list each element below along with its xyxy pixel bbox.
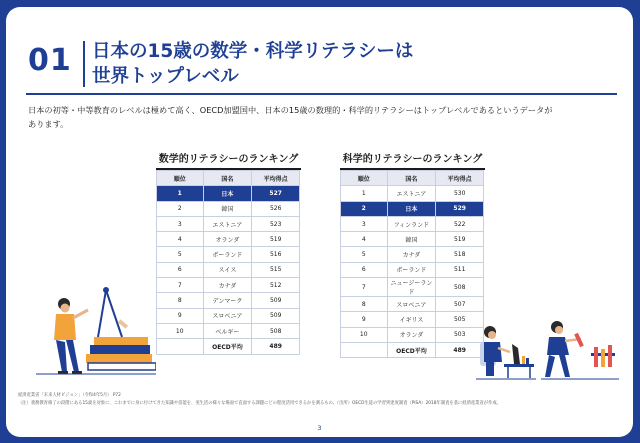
math-cell-score: 519: [252, 232, 300, 247]
math-table-row: [157, 201, 300, 216]
science-oecd-average-row: [341, 342, 484, 357]
math-cell-rank: 1: [157, 186, 204, 201]
math-cell-score: 523: [252, 216, 300, 231]
science-cell-blank: [341, 342, 388, 357]
science-cell-country: ポーランド: [387, 262, 436, 277]
header-rule: [26, 93, 617, 95]
math-cell-score: 526: [252, 201, 300, 216]
math-col-country: 国名: [203, 171, 252, 186]
math-table-row: [157, 186, 300, 201]
science-table-body: [341, 186, 484, 358]
science-cell-score: 511: [436, 262, 484, 277]
math-cell-rank: 8: [157, 293, 204, 308]
title-line-2: 世界トップレベル: [92, 66, 239, 87]
footnote-note: （注）義務教育修了の段階にある15歳を対象に、これまでに身に付けてきた知識や技能を、実生活の様々な場面で直面する課題にどの程度活用できるかを測るもの。（出所）OECD生徒の学習到達度調査（PISA）2018年調査を基に経済産業省が作成。: [18, 400, 501, 406]
math-cell-rank: 9: [157, 308, 204, 323]
science-table-row: [341, 327, 484, 342]
page: [6, 7, 633, 437]
math-col-rank: 順位: [157, 171, 204, 186]
math-table-row: [157, 293, 300, 308]
science-cell-rank: 9: [341, 312, 388, 327]
science-cell-rank: 10: [341, 327, 388, 342]
math-cell-country: オランダ: [203, 232, 252, 247]
scientist-with-microscope-illustration: [476, 322, 536, 380]
science-cell-rank: 7: [341, 278, 388, 297]
math-cell-country: ベルギー: [203, 323, 252, 338]
science-cell-score: 508: [436, 278, 484, 297]
math-table-row: [157, 262, 300, 277]
science-cell-country: カナダ: [387, 247, 436, 262]
math-cell-score: 508: [252, 323, 300, 338]
math-cell-rank: 7: [157, 278, 204, 293]
math-cell-score: 509: [252, 293, 300, 308]
science-cell-rank: 5: [341, 247, 388, 262]
science-table-caption: 科学的リテラシーのランキング: [340, 150, 485, 170]
science-cell-rank: 3: [341, 216, 388, 231]
math-table-row: [157, 232, 300, 247]
science-table-row: [341, 262, 484, 277]
math-cell-score: 509: [252, 308, 300, 323]
science-cell-rank: 4: [341, 232, 388, 247]
science-cell-country: エストニア: [387, 186, 436, 201]
math-header-row: [157, 171, 300, 186]
math-cell-country: 日本: [203, 186, 252, 201]
math-cell-blank: [157, 339, 204, 354]
math-ranking-table: [156, 170, 300, 355]
science-cell-score: 505: [436, 312, 484, 327]
science-table-row: [341, 297, 484, 312]
math-cell-score: 512: [252, 278, 300, 293]
science-cell-rank: 2: [341, 201, 388, 216]
math-table-body: [157, 186, 300, 354]
science-cell-score: 518: [436, 247, 484, 262]
science-cell-score: 519: [436, 232, 484, 247]
science-cell-score: 529: [436, 201, 484, 216]
science-table-row: [341, 216, 484, 231]
science-cell-rank: 8: [341, 297, 388, 312]
science-avg-label: OECD平均: [387, 342, 436, 357]
science-cell-score: 503: [436, 327, 484, 342]
math-cell-country: カナダ: [203, 278, 252, 293]
lead-line-2: あります。: [28, 119, 69, 129]
science-cell-country: イギリス: [387, 312, 436, 327]
science-cell-country: 日本: [387, 201, 436, 216]
science-avg-score: 489: [436, 342, 484, 357]
math-cell-rank: 10: [157, 323, 204, 338]
science-col-score: 平均得点: [436, 171, 484, 186]
math-table-row: [157, 323, 300, 338]
math-cell-country: ポーランド: [203, 247, 252, 262]
science-table-row: [341, 186, 484, 201]
science-cell-score: 530: [436, 186, 484, 201]
math-avg-label: OECD平均: [203, 339, 252, 354]
title-divider: [83, 41, 85, 87]
math-cell-country: エストニア: [203, 216, 252, 231]
math-table-row: [157, 216, 300, 231]
lead-paragraph: [28, 103, 618, 131]
student-with-compass-illustration: [36, 282, 156, 382]
math-avg-score: 489: [252, 339, 300, 354]
science-header-row: [341, 171, 484, 186]
science-cell-country: フィンランド: [387, 216, 436, 231]
researcher-with-test-tubes-illustration: [541, 319, 619, 381]
math-table-row: [157, 278, 300, 293]
science-col-rank: 順位: [341, 171, 388, 186]
science-col-country: 国名: [387, 171, 436, 186]
lead-line-1: 日本の初等・中等教育のレベルは極めて高く、OECD加盟国中、日本の15歳の数理的・科学的リテラシーはトップレベルであるというデータが: [28, 105, 553, 115]
math-cell-rank: 6: [157, 262, 204, 277]
science-table-row: [341, 278, 484, 297]
science-cell-score: 507: [436, 297, 484, 312]
math-cell-country: スイス: [203, 262, 252, 277]
science-cell-country: オランダ: [387, 327, 436, 342]
math-cell-rank: 4: [157, 232, 204, 247]
science-cell-country: 韓国: [387, 232, 436, 247]
footnotes: [18, 392, 501, 407]
math-oecd-average-row: [157, 339, 300, 354]
math-table-caption: 数学的リテラシーのランキング: [156, 150, 301, 170]
page-title: [92, 39, 413, 89]
title-line-1: 日本の15歳の数学・科学リテラシーは: [92, 41, 414, 62]
science-table-row: [341, 232, 484, 247]
science-table-row: [341, 201, 484, 216]
math-cell-rank: 3: [157, 216, 204, 231]
page-number: 3: [317, 424, 322, 432]
section-number: 01: [28, 43, 72, 78]
science-cell-rank: 6: [341, 262, 388, 277]
science-table-row: [341, 312, 484, 327]
math-table-row: [157, 247, 300, 262]
math-cell-rank: 2: [157, 201, 204, 216]
science-ranking-table: [340, 170, 484, 358]
math-cell-country: デンマーク: [203, 293, 252, 308]
math-cell-country: スロベニア: [203, 308, 252, 323]
science-cell-rank: 1: [341, 186, 388, 201]
math-cell-country: 韓国: [203, 201, 252, 216]
science-cell-country: ニュージーランド: [387, 278, 436, 297]
science-cell-score: 522: [436, 216, 484, 231]
science-table-row: [341, 247, 484, 262]
footnote-source: 経済産業省「未来人材ビジョン」（令和4年5月） P72: [18, 393, 121, 398]
math-col-score: 平均得点: [252, 171, 300, 186]
math-cell-score: 527: [252, 186, 300, 201]
science-cell-country: スロベニア: [387, 297, 436, 312]
math-cell-rank: 5: [157, 247, 204, 262]
math-cell-score: 516: [252, 247, 300, 262]
math-table-row: [157, 308, 300, 323]
math-cell-score: 515: [252, 262, 300, 277]
